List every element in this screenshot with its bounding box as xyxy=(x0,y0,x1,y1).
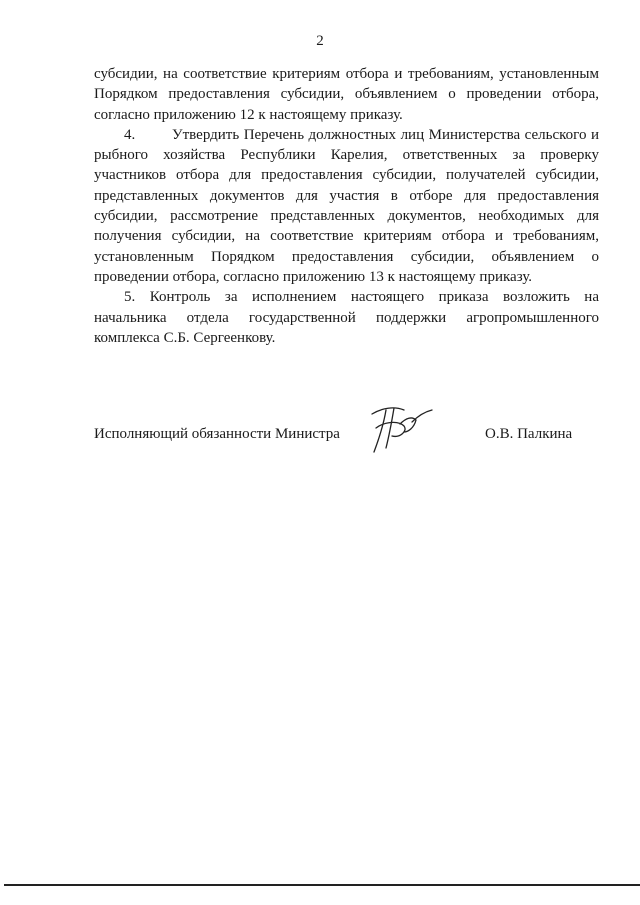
paragraph-4-text: Утвердить Перечень должностных лиц Министерства сельского и рыбного хозяйства Республики Карелия, ответственных за проверку участников отбора для предоставления субсидии, получателей субсидии, представленных документов для участия в отборе для предоставления субсидии, рассмотрение представленных документов, необходимых для получения субсидии, на соответствие критериям отбора и требованиям, установленным Порядком предоставления субсидии, объявлением о проведении отбора, согласно приложению 13 к настоящему приказу. xyxy=(94,126,599,285)
page-number: 2 xyxy=(316,33,324,49)
signatory-name: О.В. Палкина xyxy=(485,426,573,442)
signatory-position: Исполняющий обязанности Министра xyxy=(94,426,340,442)
paragraph-4-number: 4. xyxy=(124,126,136,143)
paragraph-5: 5. Контроль за исполнением настоящего приказа возложить на начальника отдела государственной поддержки агропромышленного комплекса С.Б. Сергеенкову. xyxy=(94,289,599,346)
paragraph-4 xyxy=(94,125,599,287)
document-body xyxy=(94,64,599,348)
paragraph-continuation: субсидии, на соответствие критериям отбора и требованиям, установленным Порядком предоставления субсидии, объявлением о проведении отбора, согласно приложению 12 к настоящему приказу. xyxy=(94,66,599,123)
signature-block xyxy=(94,422,604,452)
bottom-rule-divider xyxy=(4,884,640,886)
handwritten-signature xyxy=(364,398,444,458)
